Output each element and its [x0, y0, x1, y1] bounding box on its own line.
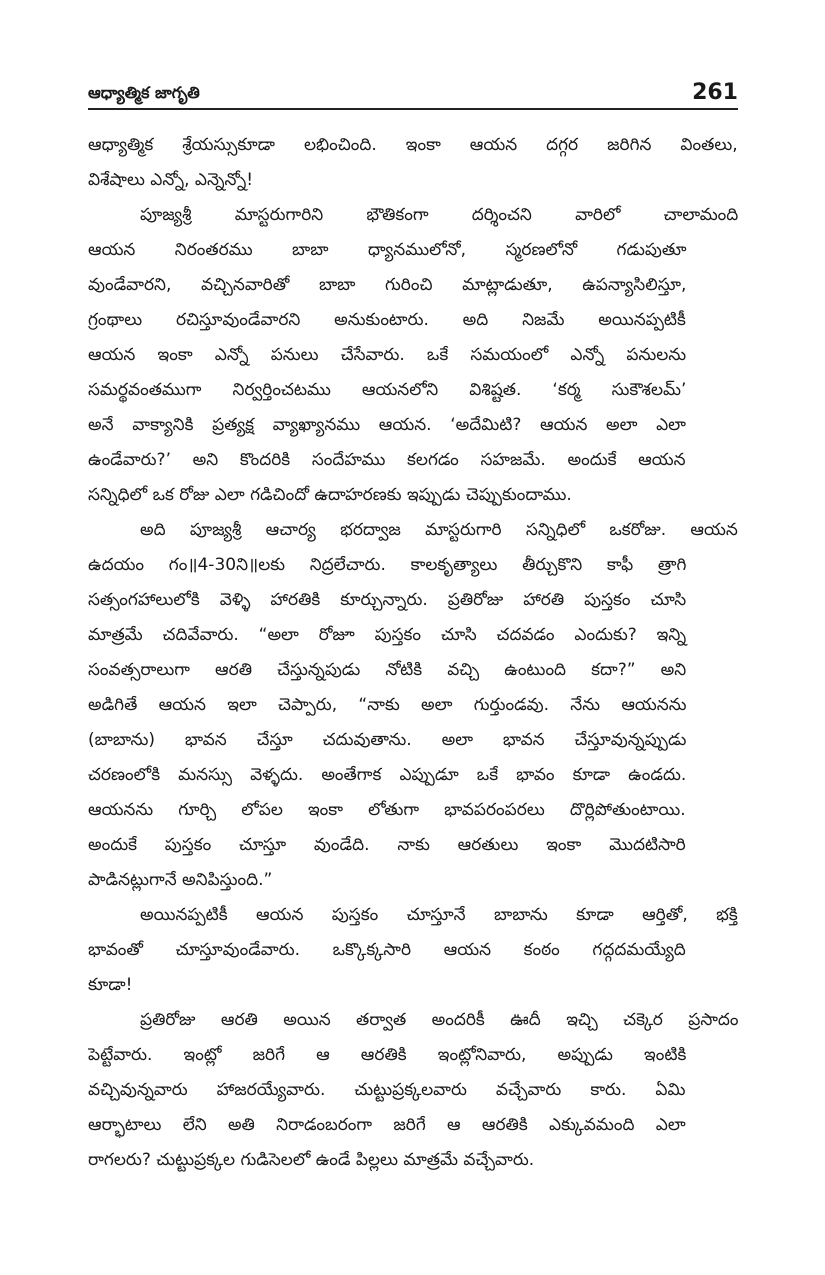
paragraph — [88, 1003, 738, 1178]
text-line: ప్రతిరోజు ఆరతి అయిన తర్వాత అందరికీ ఊదీ ఇచ్చి చక్కెర ప్రసాదం — [140, 1010, 738, 1030]
text-line: భావంతో చూస్తూవుండేవారు. ఒక్కొక్కసారి ఆయన కంఠం గద్గదమయ్యేది — [88, 940, 686, 960]
text-line: వుండేవారని, వచ్చినవారితో బాబా గురించి మాట్లాడుతూ, ఉపన్యాసిలిస్తూ, — [88, 275, 687, 295]
text-line: గ్రంథాలు రచిస్తూవుండేవారని అనుకుంటారు. అది నిజమే అయినప్పటికీ — [88, 310, 686, 330]
text-line: చరణంలోకి మనస్సు వెళ్ళదు. అంతేగాక ఎప్పుడూ ఒకే భావం కూడా ఉండదు. — [88, 765, 687, 785]
text-line: ఉండేవారు?’ అని కొందరికి సందేహము కలగడం సహజమే. అందుకే ఆయన — [88, 450, 686, 470]
text-line: కూడా! — [88, 975, 133, 995]
text-line: ఉదయం గం॥4-30ని॥లకు నిద్రలేచారు. కాలకృత్యాలు తీర్చుకొని కాఫీ త్రాగి — [88, 555, 687, 575]
page-number: 261 — [692, 80, 738, 105]
text-line: పాడినట్లుగానే అనిపిస్తుంది.” — [88, 870, 273, 890]
text-line: మాత్రమే చదివేవారు. “అలా రోజూ పుస్తకం చూసి చదవడం ఎందుకు? ఇన్ని — [88, 625, 687, 645]
text-line: అందుకే పుస్తకం చూస్తూ వుండేది. నాకు ఆరతులు ఇంకా మొదటిసారి — [88, 835, 686, 855]
book-title: ఆధ్యాత్మిక జాగృతి — [88, 83, 200, 102]
text-line: సత్సంగహాలులోకి వెళ్ళి హారతికి కూర్చున్నారు. ప్రతిరోజు హారతి పుస్తకం చూసి — [88, 590, 687, 610]
text-line: ఆర్భాటాలు లేని అతి నిరాడంబరంగా జరిగే ఆ ఆరతికి ఎక్కువమంది ఎలా — [88, 1115, 686, 1135]
text-line: ఆధ్యాత్మిక శ్రేయస్సుకూడా లభించింది. ఇంకా ఆయన దగ్గర జరిగిన వింతలు, — [88, 135, 738, 155]
text-line: సంవత్సరాలుగా ఆరతి చేస్తున్నపుడు నోటికి వచ్చి ఉంటుంది కదా?” అని — [88, 660, 687, 680]
text-line: పెట్టేవారు. ఇంట్లో జరిగే ఆ ఆరతికి ఇంట్లోనివారు, అప్పుడు ఇంటికి — [88, 1045, 687, 1065]
body-text — [88, 128, 738, 1178]
text-line: విశేషాలు ఎన్నో, ఎన్నెన్నో! — [88, 170, 254, 190]
text-line: పూజ్యశ్రీ మాస్టరుగారిని భౌతికంగా దర్శించని వారిలో చాలామంది — [140, 205, 738, 225]
text-line: ఆయన నిరంతరము బాబా ధ్యానములోనో, స్మరణలోనో గడుపుతూ — [88, 240, 687, 260]
running-header — [88, 70, 738, 110]
text-line: వచ్చివున్నవారు హాజరయ్యేవారు. చుట్టుప్రక్కలవారు వచ్చేవారు కారు. ఏమి — [88, 1080, 686, 1100]
paragraph — [88, 198, 738, 513]
text-line: అడిగితే ఆయన ఇలా చెప్పారు, “నాకు అలా గుర్తుండవు. నేను ఆయనను — [88, 695, 687, 715]
text-line: సమర్థవంతముగా నిర్వర్తించటము ఆయనలోని విశిష్టత. ‘కర్మ సుకౌశలమ్’ — [88, 380, 687, 400]
text-line: ఆయన ఇంకా ఎన్నో పనులు చేసేవారు. ఒకే సమయంలో ఎన్నో పనులను — [88, 345, 687, 365]
text-line: ఆయనను గూర్చి లోపల ఇంకా లోతుగా భావపరంపరలు దొర్లిపోతుంటాయి. — [88, 800, 686, 820]
text-line: సన్నిధిలో ఒక రోజు ఎలా గడిచిందో ఉదాహరణకు ఇప్పుడు చెప్పుకుందాము. — [88, 485, 572, 505]
text-line: (బాబాను) భావన చేస్తూ చదువుతాను. అలా భావన చేస్తూవున్నప్పుడు — [88, 730, 687, 750]
text-line: అనే వాక్యానికి ప్రత్యక్ష వ్యాఖ్యానము ఆయన. ‘అదేమిటి? ఆయన అలా ఎలా — [88, 415, 686, 435]
paragraph — [88, 128, 738, 198]
paragraph — [88, 513, 738, 898]
text-line: అయినప్పటికీ ఆయన పుస్తకం చూస్తూనే బాబాను కూడా ఆర్తితో, భక్తి — [140, 905, 738, 925]
text-line: రాగలరు? చుట్టుప్రక్కల గుడిసెలలో ఉండే పిల్లలు మాత్రమే వచ్చేవారు. — [88, 1150, 535, 1170]
text-line: అది పూజ్యశ్రీ ఆచార్య భరద్వాజ మాస్టరుగారి సన్నిధిలో ఒకరోజు. ఆయన — [140, 520, 738, 540]
paragraph — [88, 898, 738, 1003]
